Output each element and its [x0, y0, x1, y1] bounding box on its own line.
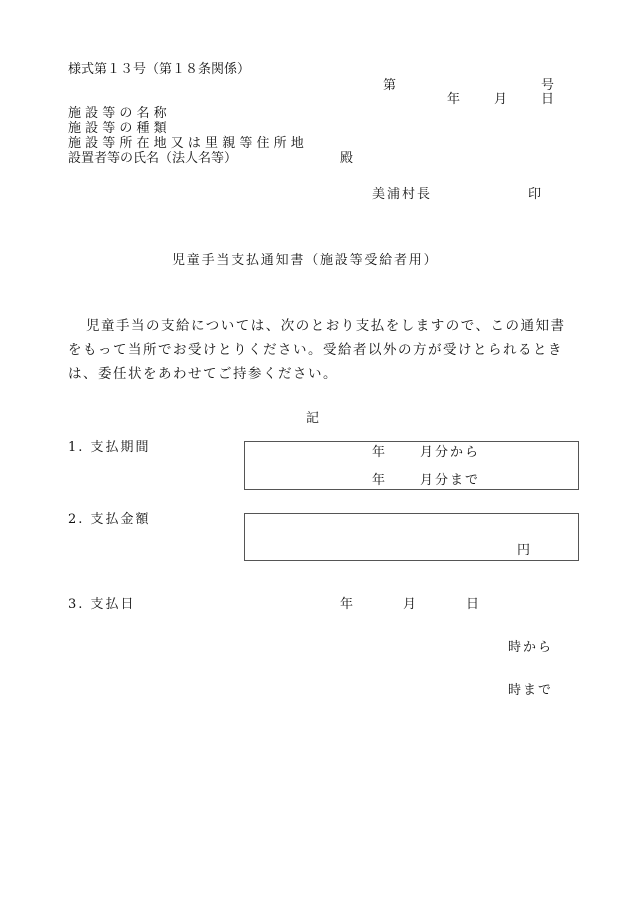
- payment-date-month: 月: [403, 597, 417, 612]
- facility-address-label: 施 設 等 所 在 地 又 は 里 親 等 住 所 地: [68, 136, 304, 151]
- facility-name-label: 施 設 等 の 名 称: [68, 106, 167, 121]
- payment-period-label: 1. 支払期間: [68, 440, 151, 455]
- period-from-month: 月分から: [420, 445, 481, 460]
- payment-amount-box: [244, 513, 579, 561]
- facility-type-label: 施 設 等 の 種 類: [68, 121, 167, 136]
- doc-number-prefix: 第: [383, 78, 397, 93]
- issue-date-month: 月: [494, 92, 508, 107]
- issue-date-year: 年: [447, 92, 461, 107]
- period-to-year: 年: [372, 473, 386, 488]
- body-paragraph: 児童手当の支給については、次のとおり支払をしますので、この通知書をもって当所でお受けとりください。受給者以外の方が受けとられるときは、委任状をあわせてご持参ください。: [68, 318, 566, 382]
- issue-date-day: 日: [541, 92, 555, 107]
- founder-name-label: 設置者等の氏名（法人名等）: [68, 151, 238, 166]
- period-from-year: 年: [372, 445, 386, 460]
- time-from: 時から: [508, 640, 554, 655]
- issuer-name: 美浦村長: [372, 187, 433, 202]
- payment-date-year: 年: [340, 597, 354, 612]
- payment-period-box: [244, 441, 579, 490]
- payment-date-day: 日: [466, 597, 480, 612]
- ki-marker: 記: [306, 411, 320, 426]
- form-number: 様式第１３号（第１８条関係）: [68, 62, 251, 77]
- amount-unit-yen: 円: [517, 543, 531, 558]
- honorific: 殿: [340, 151, 354, 166]
- payment-amount-label: 2. 支払金額: [68, 512, 151, 527]
- document-title: 児童手当支払通知書（施設等受給者用）: [172, 253, 439, 268]
- seal-mark: 印: [528, 187, 542, 202]
- payment-date-label: 3. 支払日: [68, 597, 136, 612]
- period-to-month: 月分まで: [420, 473, 481, 488]
- doc-number-suffix: 号: [541, 78, 555, 93]
- time-to: 時まで: [508, 683, 554, 698]
